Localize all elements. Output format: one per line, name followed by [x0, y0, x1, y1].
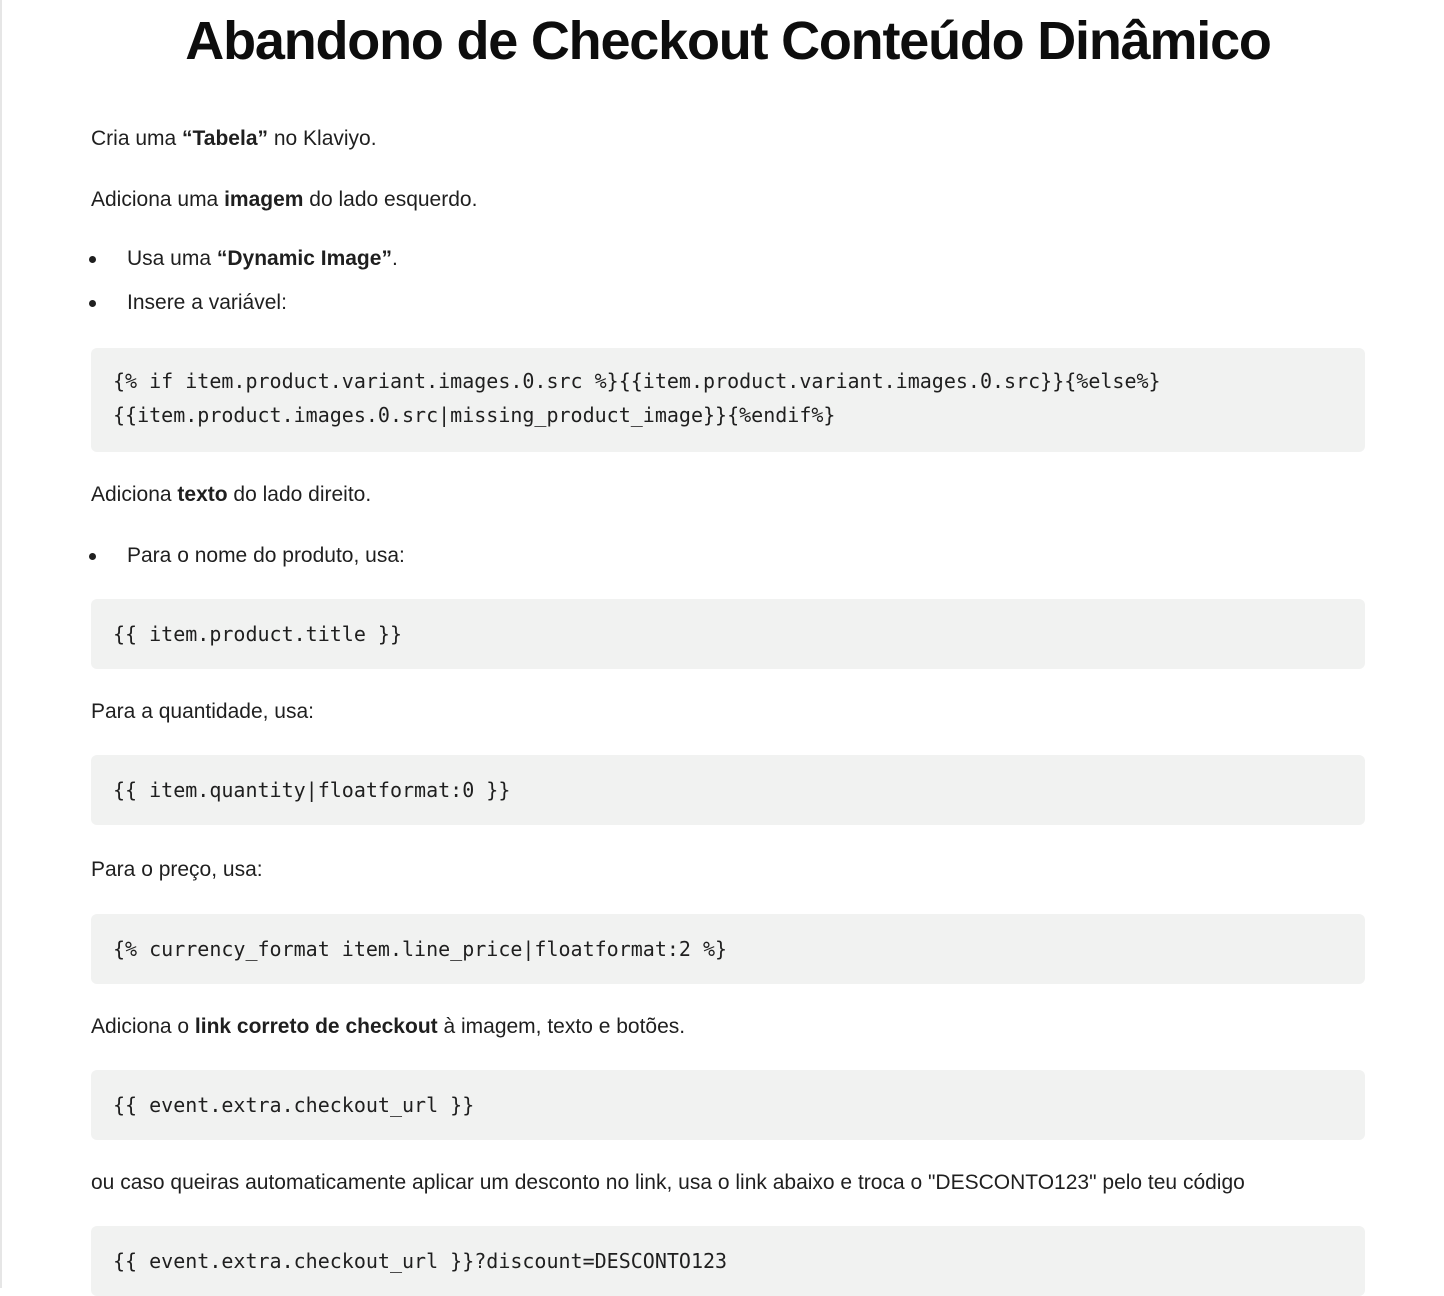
text-bullet-list [91, 542, 1365, 570]
code-block-quantity: {{ item.quantity|floatformat:0 }} [91, 755, 1365, 825]
code-block-discount-url: {{ event.extra.checkout_url }}?discount=DESCONTO123 [91, 1226, 1365, 1296]
code-block-product-title: {{ item.product.title }} [91, 599, 1365, 669]
page-title: Abandono de Checkout Conteúdo Dinâmico [185, 11, 1271, 71]
intro-bold: “Tabela” [182, 127, 268, 150]
code-block-price: {% currency_format item.line_price|floatformat:2 %} [91, 914, 1365, 984]
dynamic-image-bold: “Dynamic Image” [216, 247, 392, 270]
text-step-paragraph: Adiciona texto do lado direito. [91, 483, 372, 506]
text-step-bold: texto [177, 483, 228, 506]
checkout-link-paragraph: Adiciona o link correto de checkout à imagem, texto e botões. [91, 1015, 686, 1038]
discount-paragraph: ou caso queiras automaticamente aplicar um desconto no link, usa o link abaixo e troca o "DESCONTO123" pelo teu código [91, 1171, 1245, 1194]
price-paragraph: Para o preço, usa: [91, 858, 263, 881]
image-bullet-list [91, 245, 1365, 317]
checkout-link-bold: link correto de checkout [194, 1015, 438, 1038]
code-line: {{item.product.images.0.src|missing_product_image}}{%endif%} [113, 403, 836, 427]
left-border [0, 0, 2, 1288]
list-item: Insere a variável: [91, 289, 1365, 317]
code-block-image-variable [91, 348, 1365, 452]
image-step-bold: imagem [224, 188, 304, 211]
list-item: Para o nome do produto, usa: [91, 542, 1365, 570]
code-block-checkout-url: {{ event.extra.checkout_url }} [91, 1070, 1365, 1140]
image-step-paragraph: Adiciona uma imagem do lado esquerdo. [91, 188, 478, 211]
quantity-paragraph: Para a quantidade, usa: [91, 700, 315, 723]
document-body [91, 0, 1365, 1296]
code-line: {% if item.product.variant.images.0.src %}{{item.product.variant.images.0.src}}{%else%} [113, 369, 1161, 393]
intro-paragraph: Cria uma “Tabela” no Klaviyo. [91, 127, 377, 150]
list-item: Usa uma “Dynamic Image”. [91, 245, 1365, 273]
